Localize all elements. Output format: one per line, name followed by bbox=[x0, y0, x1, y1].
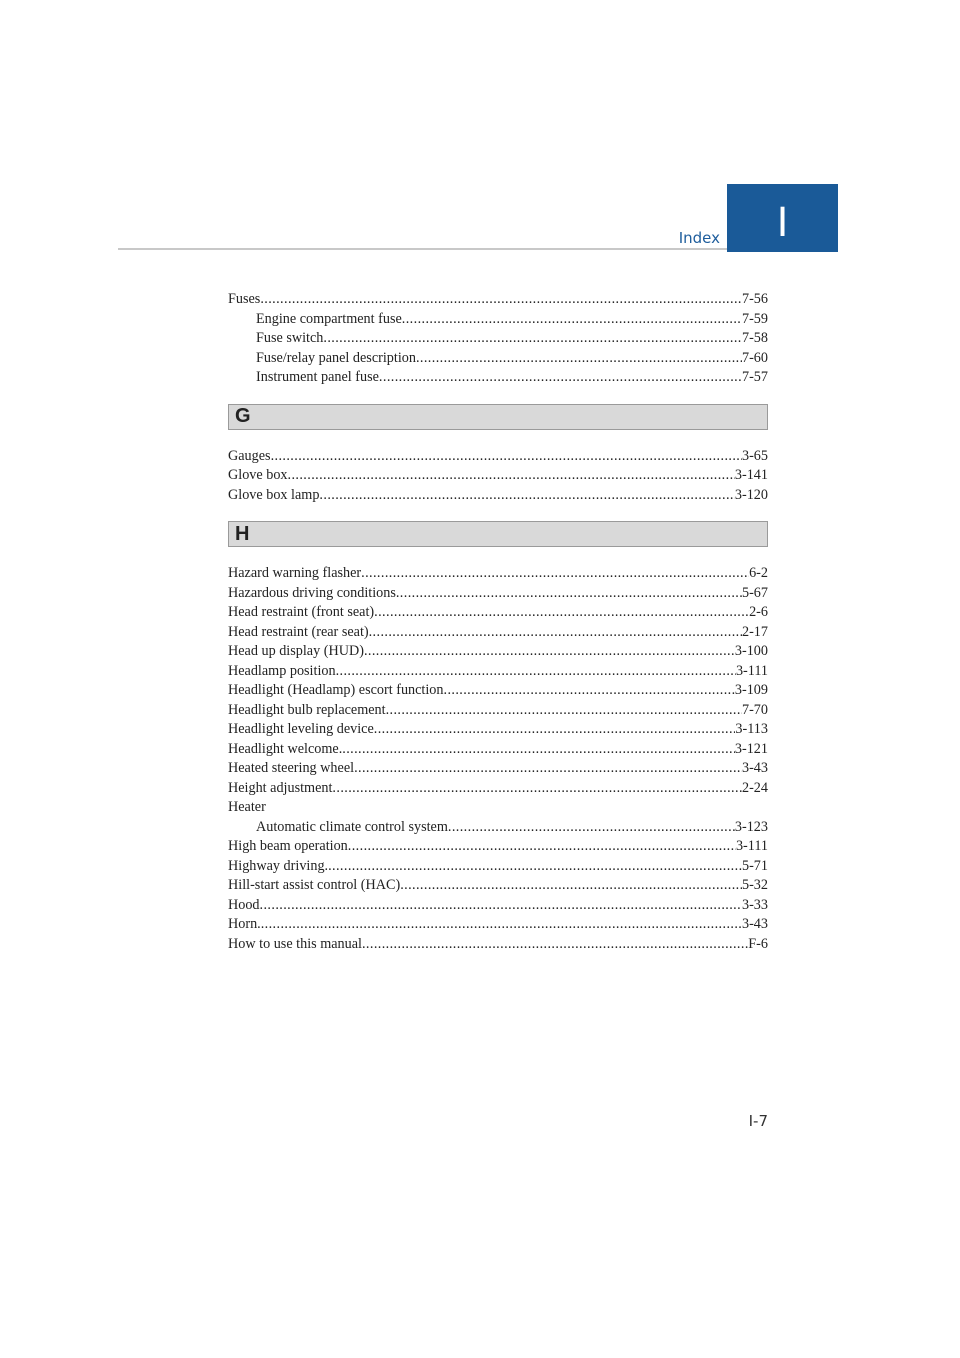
entry-label: Headlight welcome. bbox=[228, 740, 343, 757]
entry-label: Headlight leveling device bbox=[228, 721, 374, 737]
entry-label: Head restraint (front seat) bbox=[228, 604, 375, 620]
index-subentry[interactable] bbox=[228, 349, 768, 369]
leader-dots bbox=[348, 837, 736, 857]
index-entry[interactable] bbox=[228, 759, 768, 779]
entry-page: 3-141 bbox=[734, 467, 768, 483]
leader-dots bbox=[364, 642, 735, 662]
index-entry[interactable] bbox=[228, 603, 768, 623]
entry-page: 3-43 bbox=[741, 760, 768, 776]
leader-dots bbox=[336, 662, 736, 682]
index-tab bbox=[727, 184, 838, 252]
leader-dots bbox=[400, 876, 742, 896]
page-number: I-7 bbox=[748, 1112, 768, 1130]
entry-page: 7-57 bbox=[741, 369, 768, 385]
leader-dots bbox=[323, 329, 742, 349]
leader-dots bbox=[288, 466, 735, 486]
entry-page: 7-70 bbox=[741, 701, 768, 718]
entry-label: Automatic climate control system bbox=[256, 818, 448, 835]
entry-page: 5-32 bbox=[741, 877, 768, 893]
entry-label: Headlight (Headlamp) escort function bbox=[228, 682, 444, 698]
entry-page: 3-120 bbox=[734, 486, 768, 503]
index-entry[interactable] bbox=[228, 642, 768, 662]
index-subentry[interactable] bbox=[228, 329, 768, 349]
index-list bbox=[228, 290, 768, 954]
leader-dots bbox=[386, 701, 742, 721]
index-entry[interactable] bbox=[228, 466, 768, 486]
header-title: Index bbox=[678, 229, 720, 247]
leader-dots bbox=[361, 564, 749, 584]
entry-page: F-6 bbox=[748, 935, 768, 952]
entry-label: Glove box lamp bbox=[228, 486, 320, 503]
entry-page: 2-24 bbox=[741, 779, 768, 796]
index-tab-letter: I bbox=[776, 200, 789, 246]
leader-dots bbox=[260, 896, 742, 916]
entry-page: 3-109 bbox=[734, 682, 768, 698]
index-entry[interactable] bbox=[228, 623, 768, 643]
leader-dots bbox=[332, 779, 742, 799]
leader-dots bbox=[374, 603, 749, 623]
entry-label: Gauges bbox=[228, 447, 271, 464]
index-subentry[interactable] bbox=[228, 368, 768, 388]
entry-page: 3-43 bbox=[741, 916, 768, 932]
leader-dots bbox=[342, 740, 735, 760]
leader-dots bbox=[319, 486, 734, 506]
index-entry[interactable] bbox=[228, 486, 768, 506]
entry-label: Fuse/relay panel description bbox=[256, 349, 416, 366]
index-subentry[interactable] bbox=[228, 310, 768, 330]
index-entry[interactable] bbox=[228, 915, 768, 935]
entry-page: 7-59 bbox=[741, 310, 768, 327]
entry-label: Headlight bulb replacement bbox=[228, 701, 386, 718]
leader-dots bbox=[444, 681, 735, 701]
entry-label: Glove box bbox=[228, 467, 288, 483]
entry-label: Hazardous driving conditions bbox=[228, 584, 396, 601]
entry-label: Fuses bbox=[228, 291, 261, 307]
leader-dots bbox=[448, 818, 735, 838]
entry-label: How to use this manual bbox=[228, 935, 362, 952]
index-entry[interactable] bbox=[228, 876, 768, 896]
leader-dots bbox=[396, 584, 742, 604]
index-subentry[interactable] bbox=[228, 818, 768, 838]
index-entry[interactable] bbox=[228, 837, 768, 857]
section-letter: H bbox=[235, 522, 250, 545]
index-entry[interactable] bbox=[228, 584, 768, 604]
entry-label: Head restraint (rear seat) bbox=[228, 623, 369, 640]
entry-page: 3-113 bbox=[735, 721, 768, 737]
index-entry[interactable] bbox=[228, 896, 768, 916]
entry-page: 2-17 bbox=[741, 623, 768, 640]
index-entry[interactable] bbox=[228, 662, 768, 682]
index-entry[interactable] bbox=[228, 779, 768, 799]
index-entry-heading bbox=[228, 798, 768, 818]
entry-label: Instrument panel fuse bbox=[256, 369, 379, 385]
entry-page: 2-6 bbox=[749, 604, 768, 620]
header-rule bbox=[118, 248, 728, 250]
leader-dots bbox=[271, 447, 742, 467]
leader-dots bbox=[379, 368, 742, 388]
index-entry[interactable] bbox=[228, 701, 768, 721]
section-letter: G bbox=[235, 405, 251, 427]
entry-label: Head up display (HUD) bbox=[228, 643, 364, 659]
index-entry[interactable] bbox=[228, 740, 768, 760]
entry-label: Highway driving. bbox=[228, 857, 329, 874]
entry-label: High beam operation bbox=[228, 838, 348, 854]
leader-dots bbox=[260, 290, 742, 310]
leader-dots bbox=[402, 310, 742, 330]
entry-label: Hood bbox=[228, 896, 260, 913]
leader-dots bbox=[354, 759, 742, 779]
leader-dots bbox=[261, 915, 742, 935]
index-entry[interactable] bbox=[228, 681, 768, 701]
leader-dots bbox=[362, 935, 748, 955]
entry-label: Height adjustment bbox=[228, 779, 333, 796]
entry-page: 3-33 bbox=[741, 896, 768, 913]
entry-page: 6-2 bbox=[749, 565, 768, 581]
index-entry[interactable] bbox=[228, 447, 768, 467]
leader-dots bbox=[369, 623, 742, 643]
leader-dots bbox=[328, 857, 742, 877]
entry-label: Headlamp position bbox=[228, 662, 336, 679]
index-entry[interactable] bbox=[228, 720, 768, 740]
entry-page: 5-71 bbox=[741, 857, 768, 874]
entry-label: Hazard warning flasher bbox=[228, 565, 362, 581]
section-header-g bbox=[228, 404, 768, 430]
index-entry[interactable] bbox=[228, 564, 768, 584]
entry-label: Horn. bbox=[228, 916, 261, 932]
index-entry[interactable] bbox=[228, 935, 768, 955]
section-header-h bbox=[228, 521, 768, 547]
entry-page: 3-121 bbox=[734, 740, 768, 757]
entry-page: 3-100 bbox=[734, 643, 768, 659]
entry-page: 7-56 bbox=[741, 291, 768, 307]
entry-label: Fuse switch bbox=[256, 330, 324, 346]
entry-label: Heated steering wheel bbox=[228, 760, 355, 776]
index-entry[interactable] bbox=[228, 290, 768, 310]
entry-page: 7-60 bbox=[741, 349, 768, 366]
entry-page: 3-65 bbox=[741, 447, 768, 464]
entry-label: Engine compartment fuse bbox=[256, 310, 402, 327]
entry-page: 3-123 bbox=[734, 818, 768, 835]
entry-page: 3-111 bbox=[735, 662, 768, 679]
leader-dots bbox=[374, 720, 736, 740]
entry-label: Hill-start assist control (HAC) bbox=[228, 877, 401, 893]
entry-page: 3-111 bbox=[735, 838, 768, 854]
entry-label: Heater bbox=[228, 799, 266, 815]
leader-dots bbox=[416, 349, 742, 369]
entry-page: 7-58 bbox=[741, 330, 768, 346]
index-entry[interactable] bbox=[228, 857, 768, 877]
entry-page: 5-67 bbox=[741, 584, 768, 601]
